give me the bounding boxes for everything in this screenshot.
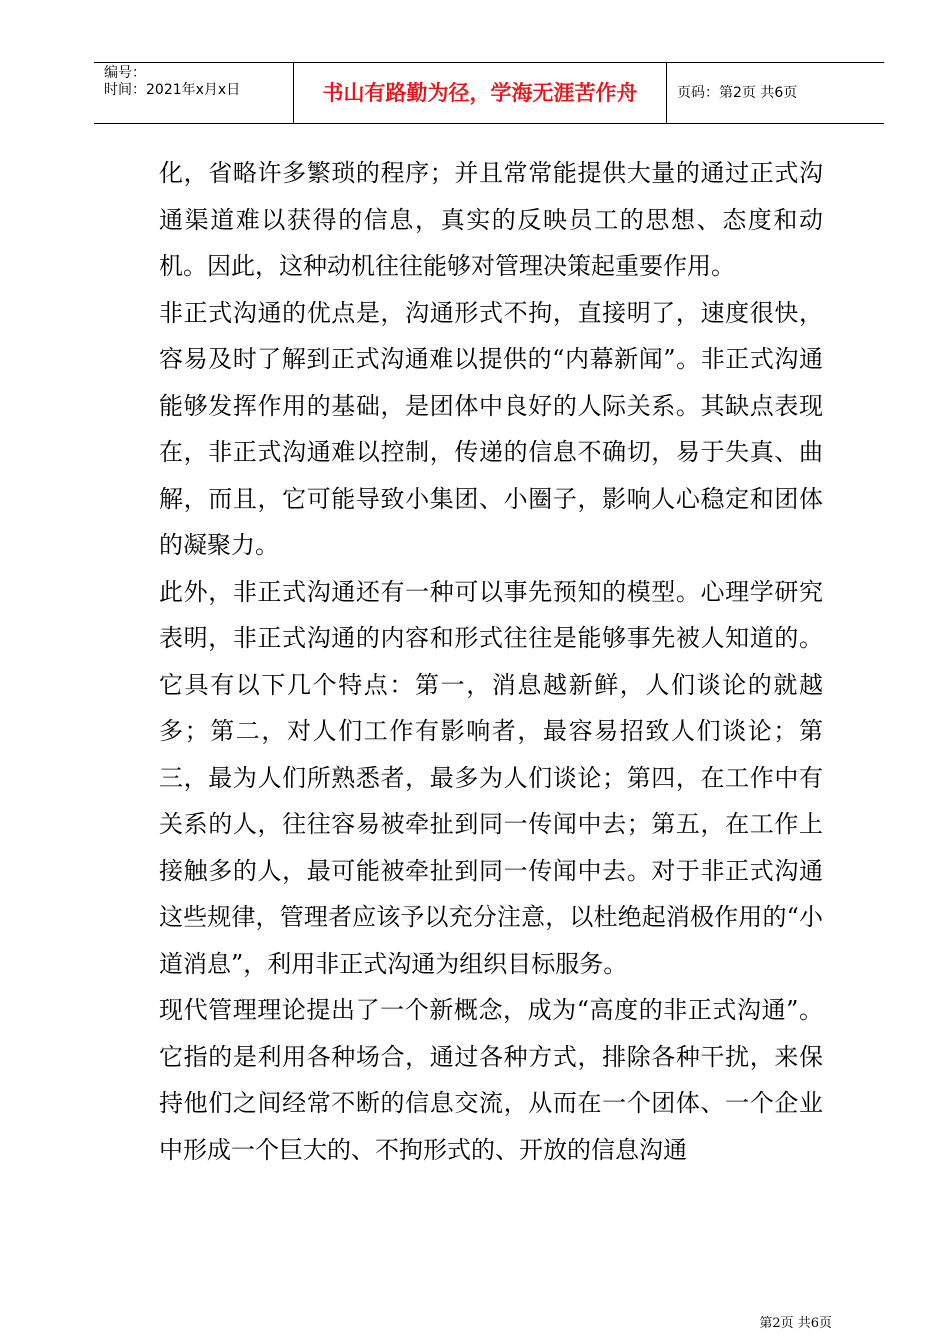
header-meta	[94, 63, 294, 123]
paragraph-4: 现代管理理论提出了一个新概念，成为“高度的非正式沟通”。它指的是利用各种场合，通过各种方式，排除各种干扰，来保持他们之间经常不断的信息交流，从而在一个团体、一个企业中形成一个巨大的、不拘形式的、开放的信息沟通	[159, 996, 823, 1164]
header-motto: 书山有路勤为径，学海无涯苦作舟	[294, 63, 667, 123]
paragraph-2: 非正式沟通的优点是，沟通形式不拘，直接明了，速度很快，容易及时了解到正式沟通难以提供的“内幕新闻”。非正式沟通能够发挥作用的基础，是团体中良好的人际关系。其缺点表现在，非正式沟通难以控制，传递的信息不确切，易于失真、曲解，而且，它可能导致小集团、小圈子，影响人心稳定和团体的凝聚力。	[159, 298, 823, 559]
document-number-label: 编号：	[104, 65, 146, 81]
header-page-number: 页码：第2页 共6页	[677, 85, 798, 101]
document-time-label: 时间：2021年x月x日	[104, 82, 241, 98]
document-body	[159, 150, 823, 1173]
paragraph-3: 此外，非正式沟通还有一种可以事先预知的模型。心理学研究表明，非正式沟通的内容和形式往往是能够事先被人知道的。它具有以下几个特点：第一，消息越新鲜，人们谈论的就越多；第二，对人们工作有影响者，最容易招致人们谈论；第三，最为人们所熟悉者，最多为人们谈论；第四，在工作中有关系的人，往往容易被牵扯到同一传闻中去；第五，在工作上接触多的人，最可能被牵扯到同一传闻中去。对于非正式沟通这些规律，管理者应该予以充分注意，以杜绝起消极作用的“小道消息”，利用非正式沟通为组织目标服务。	[159, 577, 823, 978]
page-header	[94, 62, 884, 124]
page-footer: 第2页 共6页	[759, 1316, 832, 1331]
paragraph-1: 化，省略许多繁琐的程序；并且常常能提供大量的通过正式沟通渠道难以获得的信息，真实的反映员工的思想、态度和动机。因此，这种动机往往能够对管理决策起重要作用。	[159, 159, 823, 280]
